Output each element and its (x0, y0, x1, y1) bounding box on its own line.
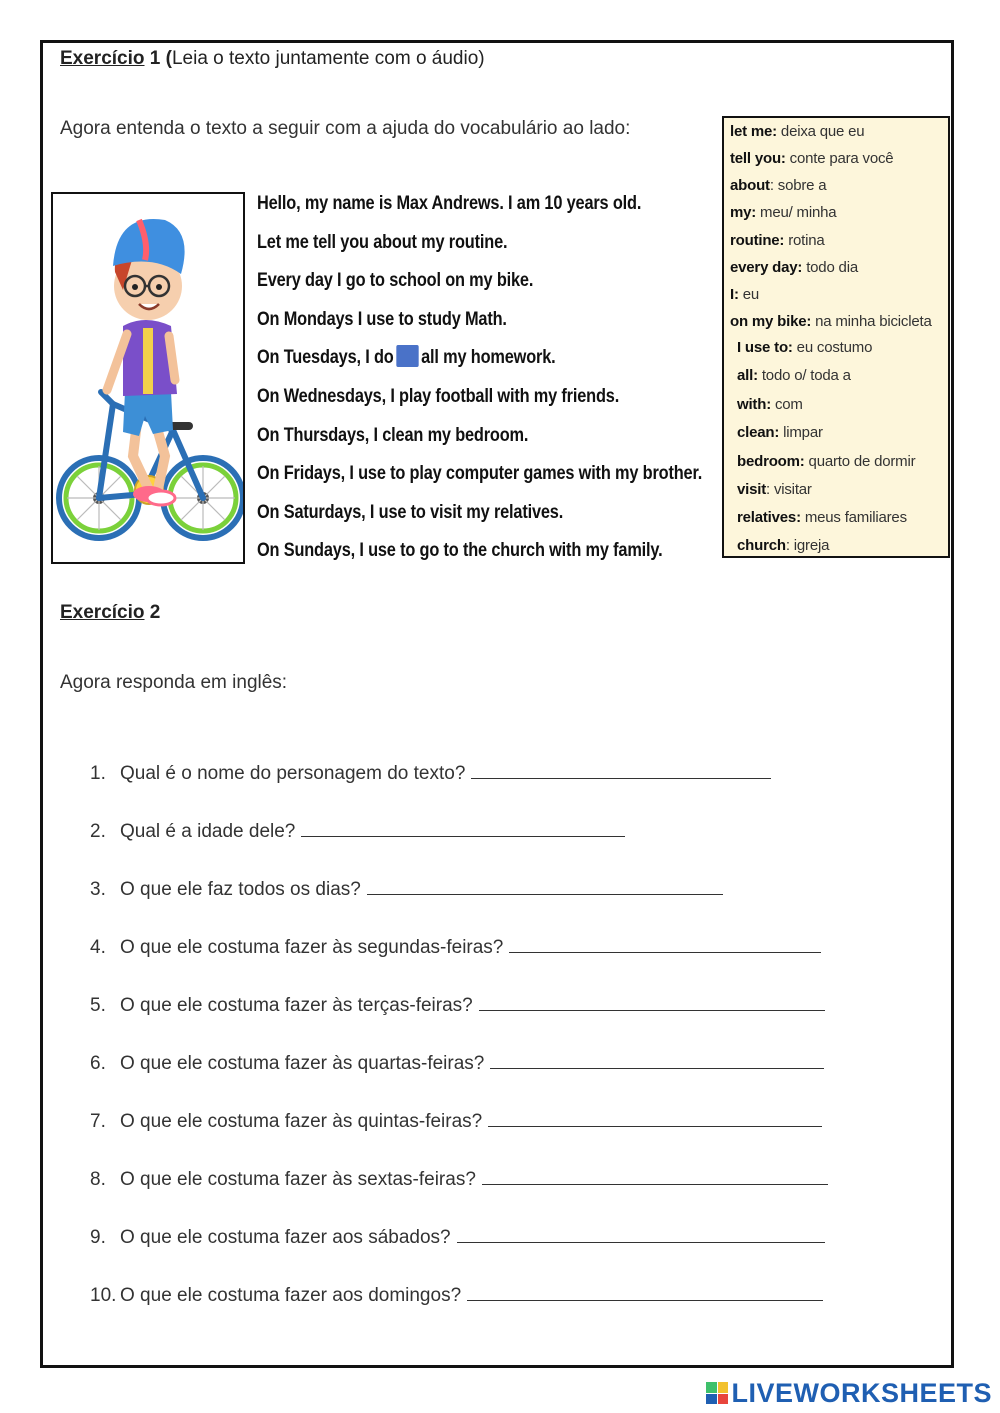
answer-line-3[interactable] (367, 880, 723, 895)
vocab-entry: I: eu (730, 286, 760, 303)
story-line: On Sundays, I use to go to the church with my family. (257, 540, 663, 562)
story-line: Every day I go to school on my bike. (257, 270, 534, 292)
story-line: On Mondays I use to study Math. (257, 308, 507, 330)
logo-icon (706, 1382, 728, 1404)
vocab-entry: routine: rotina (730, 232, 825, 249)
vocab-entry: church: igreja (737, 537, 830, 554)
question-2: 2. Qual é a idade dele? (90, 821, 625, 843)
vocab-entry: my: meu/ minha (730, 204, 837, 221)
question-6: 6. O que ele costuma fazer às quartas-feiras? (90, 1053, 824, 1075)
vocab-entry: with: com (737, 396, 803, 413)
story-line: Hello, my name is Max Andrews. I am 10 years old. (257, 193, 642, 214)
answer-line-9[interactable] (457, 1228, 825, 1243)
answer-line-7[interactable] (488, 1112, 822, 1127)
answer-line-4[interactable] (509, 938, 821, 953)
question-9: 9. O que ele costuma fazer aos sábados? (90, 1227, 825, 1249)
vocab-entry: on my bike: na minha bicicleta (730, 313, 932, 330)
answer-line-8[interactable] (482, 1170, 828, 1185)
question-3: 3. O que ele faz todos os dias? (90, 879, 723, 901)
boy-on-bike-image (51, 192, 245, 564)
story-line: On Saturdays, I use to visit my relatives. (257, 501, 564, 523)
vocab-entry: clean: limpar (737, 424, 823, 441)
liveworksheets-logo: LIVEWORKSHEETS (706, 1378, 992, 1408)
question-7: 7. O que ele costuma fazer às quintas-feiras? (90, 1111, 822, 1133)
story-line: Let me tell you about my routine. (257, 231, 508, 253)
exercise-1-instruction: Agora entenda o texto a seguir com a ajuda do vocabulário ao lado: (60, 118, 631, 139)
vocab-entry: every day: todo dia (730, 259, 858, 276)
answer-line-1[interactable] (471, 764, 771, 779)
question-4: 4. O que ele costuma fazer às segundas-feiras? (90, 937, 821, 959)
vocab-entry: all: todo o/ toda a (737, 367, 851, 384)
audio-blank-box[interactable] (396, 345, 418, 367)
vocab-entry: about: sobre a (730, 177, 827, 194)
vocab-entry: visit: visitar (737, 481, 812, 498)
reading-text (257, 189, 727, 575)
vocab-entry: relatives: meus familiares (737, 509, 907, 526)
question-8: 8. O que ele costuma fazer às sextas-feiras? (90, 1169, 828, 1191)
answer-line-2[interactable] (301, 822, 625, 837)
vocab-entry: bedroom: quarto de dormir (737, 453, 916, 470)
answer-line-10[interactable] (467, 1286, 823, 1301)
exercise-2-title: Exercício 2 (60, 602, 161, 623)
story-line: On Fridays, I use to play computer games with my brother. (257, 463, 703, 485)
question-10: 10. O que ele costuma fazer aos domingos? (90, 1285, 823, 1307)
vocab-entry: let me: deixa que eu (730, 123, 865, 140)
story-line: On Thursdays, I clean my bedroom. (257, 424, 529, 446)
vocab-entry: I use to: eu costumo (737, 339, 873, 356)
answer-line-5[interactable] (479, 996, 825, 1011)
exercise-1-title: Exercício 1 (Leia o texto juntamente com o áudio) (60, 48, 485, 69)
vocab-entry: tell you: conte para você (730, 150, 894, 167)
question-5: 5. O que ele costuma fazer às terças-feiras? (90, 995, 825, 1017)
vocabulary-box (722, 116, 950, 558)
story-line-tuesday: On Tuesdays, I do all my homework. (257, 347, 556, 369)
story-line: On Wednesdays, I play football with my friends. (257, 385, 620, 407)
question-1: 1. Qual é o nome do personagem do texto? (90, 763, 771, 785)
answer-line-6[interactable] (490, 1054, 824, 1069)
exercise-2-instruction: Agora responda em inglês: (60, 672, 288, 693)
